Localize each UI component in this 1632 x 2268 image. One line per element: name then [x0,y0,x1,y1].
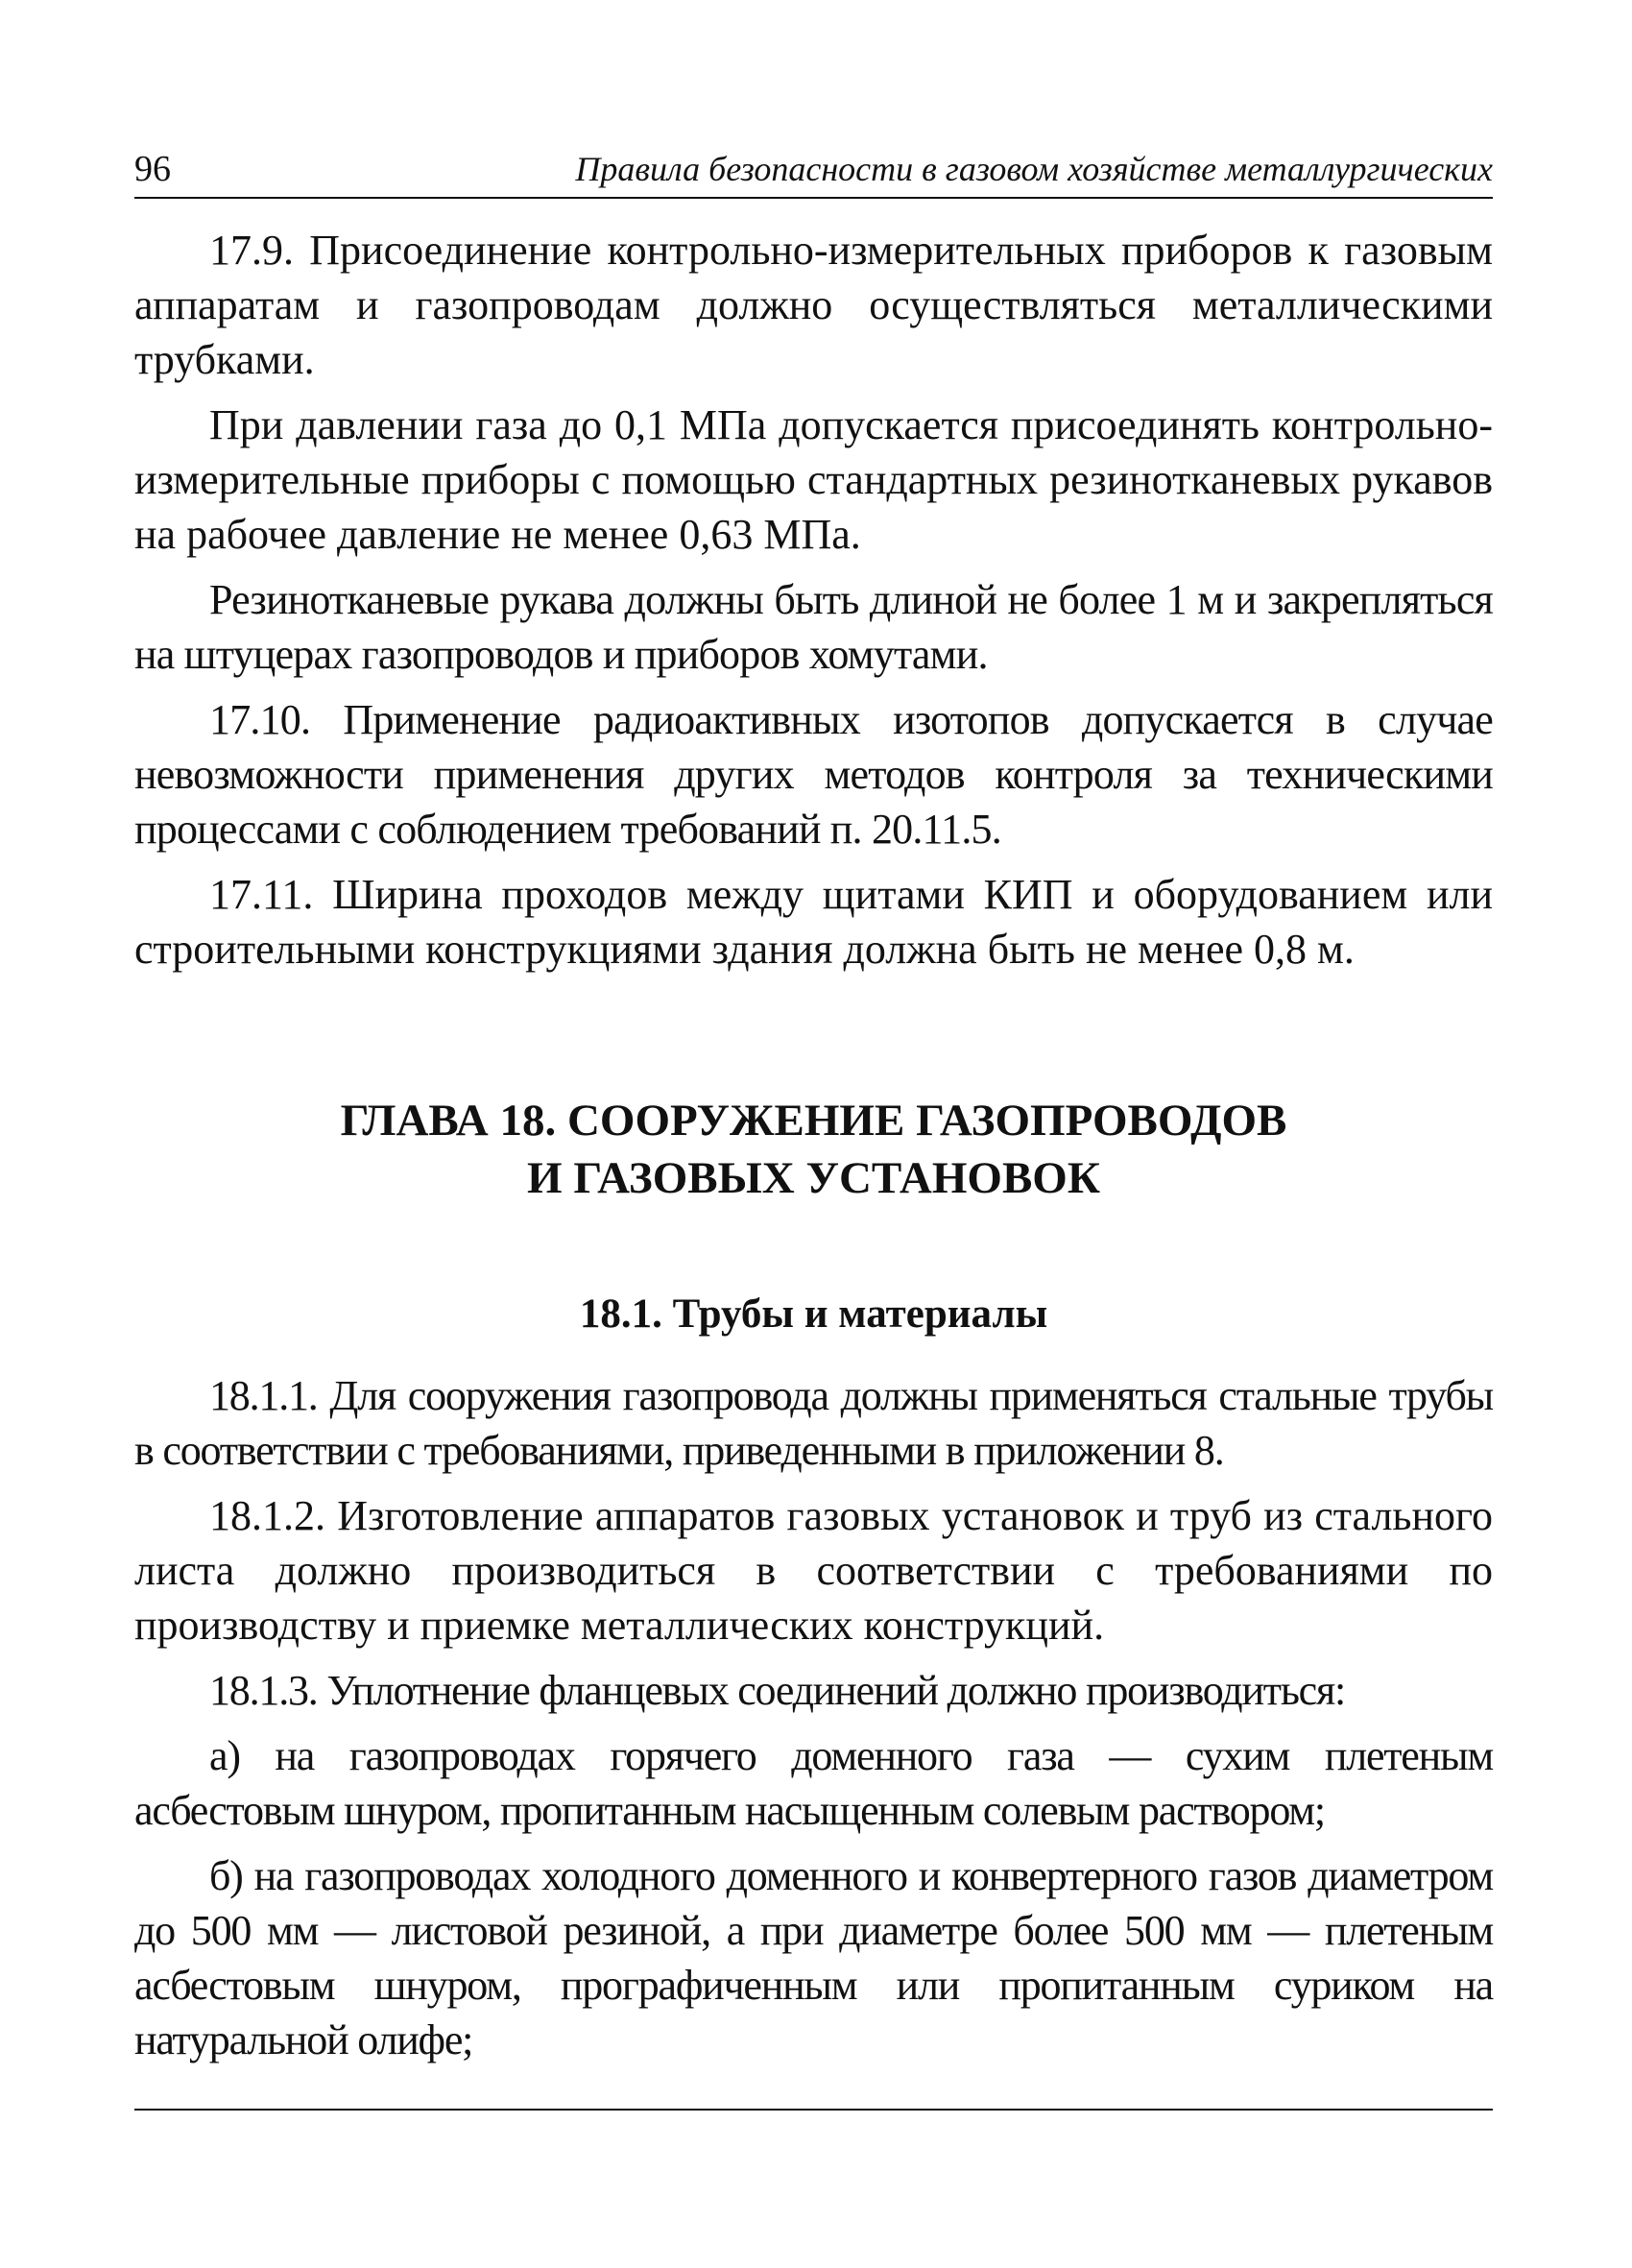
chapter-heading [134,1092,1493,1207]
list-item-a: а) на газопроводах горячего доменного газа — сухим плетеным асбестовым шнуром, пропитанным насыщенным солевым раствором; [134,1732,1493,1834]
paragraph-17-11: 17.11. Ширина проходов между щитами КИП и оборудованием или строительными конструкциями здания должна быть не менее 0,8 м. [134,871,1493,973]
page-number: 96 [134,149,171,189]
paragraph-17-9: 17.9. Присоединение контрольно-измерительных приборов к газовым аппаратам и газопроводам должно осуществляться металлическими трубками. [134,227,1493,383]
section-heading: 18.1. Трубы и материалы [579,1291,1048,1337]
list-item-b: б) на газопроводах холодного доменного и конвертерного газов диаметром до 500 мм — листовой резиной, а при диаметре более 500 мм — плетеным асбестовым шнуром, прографиченным или пропитанным суриком на натуральной олифе; [134,1852,1493,2063]
paragraph-18-1-1: 18.1.1. Для сооружения газопровода должны применяться стальные трубы в соответствии с требованиями, приведенными в приложении 8. [134,1372,1493,1474]
chapter-heading-line1: ГЛАВА 18. СООРУЖЕНИЕ ГАЗОПРОВОДОВ [340,1096,1287,1146]
paragraph-hoses: Резинотканевые рукава должны быть длиной не более 1 м и закрепляться на штуцерах газопроводов и приборов хомутами. [134,576,1493,678]
header-divider [134,197,1493,199]
paragraph-18-1-3: 18.1.3. Уплотнение фланцевых соединений должно производиться: [209,1667,1346,1714]
footer-divider [134,2109,1493,2111]
running-title: Правила безопасности в газовом хозяйстве металлургических [575,150,1493,188]
paragraph-18-1-2: 18.1.2. Изготовление аппаратов газовых установок и труб из стального листа должно производиться в соответствии с требованиями по производству и приемке металлических конструкций. [134,1492,1493,1649]
chapter-heading-line2: И ГАЗОВЫХ УСТАНОВОК [527,1153,1100,1203]
paragraph-17-10: 17.10. Применение радиоактивных изотопов допускается в случае невозможности применения других методов контроля за техническими процессами с соблюдением требований п. 20.11.5. [134,696,1493,853]
page-header [134,142,1493,196]
paragraph-pressure: При давлении газа до 0,1 МПа допускается присоединять контрольно-измерительные приборы с помощью стандартных резинотканевых рукавов на рабочее давление не менее 0,63 МПа. [134,401,1493,558]
page-body [134,223,1493,2078]
